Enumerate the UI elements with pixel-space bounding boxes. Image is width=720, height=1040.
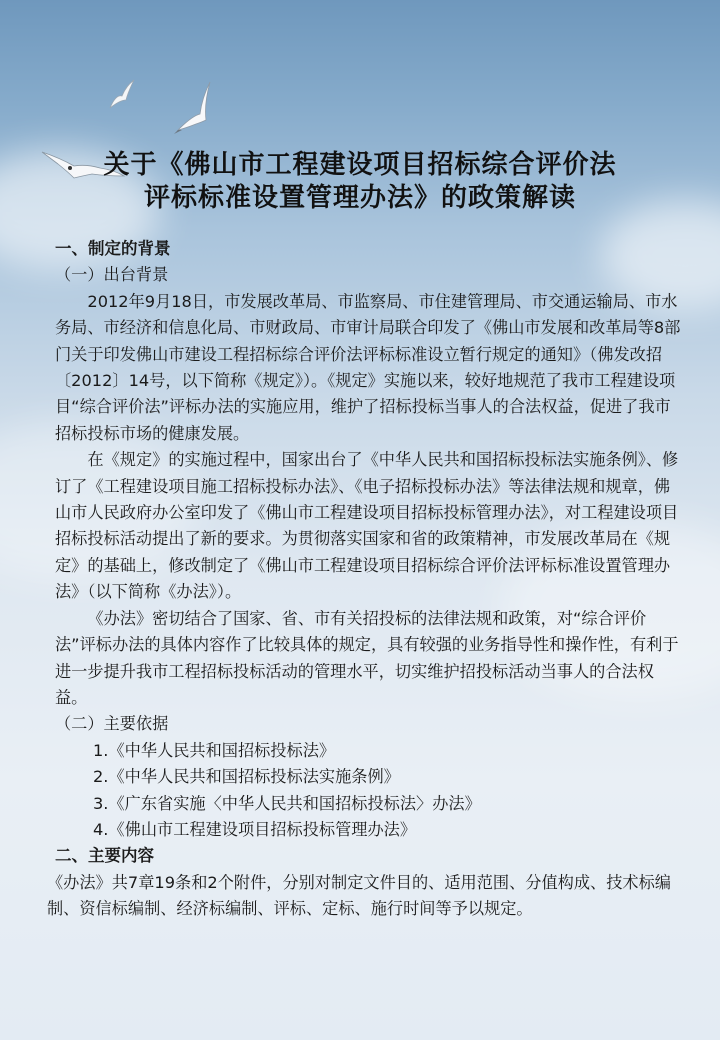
basis-list-item: 1.《中华人民共和国招标投标法》 bbox=[93, 740, 336, 760]
page-title-line1: 关于《佛山市工程建设项目招标综合评价法 bbox=[103, 150, 617, 180]
paragraph: 2012年9月18日，市发展改革局、市监察局、市住建管理局、市交通运输局、市水务局、市经济和信息化局、市财政局、市审计局联合印发了《佛山市发展和改革局等8部门关于印发佛山市建设工程招标综合评价法评标标准设立暂行规定的通知》（佛发改招〔2012〕14号，以下简称《规定》）。《规定》实施以来，较好地规范了我市工程建设项目“综合评价法”评标办法的实施应用，维护了招标投标当事人的合法权益，促进了我市招标投标市场的健康发展。 bbox=[55, 291, 681, 443]
section-heading-background: 一、制定的背景 bbox=[55, 239, 171, 258]
seagull-icon bbox=[172, 80, 216, 136]
paragraph: 《办法》密切结合了国家、省、市有关招投标的法律法规和政策，对“综合评价法”评标办法的具体内容作了比较具体的规定，具有较强的业务指导性和操作性，有利于进一步提升我市工程招标投标活动的管理水平，切实维护招投标活动当事人的合法权益。 bbox=[55, 608, 679, 707]
document-body bbox=[47, 236, 685, 923]
subheading-background: （一）出台背景 bbox=[55, 265, 169, 285]
basis-list-item: 4.《佛山市工程建设项目招标投标管理办法》 bbox=[93, 819, 417, 839]
paragraph: 在《规定》的实施过程中，国家出台了《中华人民共和国招标投标法实施条例》、修订了《工程建设项目施工招标投标办法》、《电子招标投标办法》等法律法规和规章，佛山市人民政府办公室印发了《佛山市工程建设项目招标投标管理办法》，对工程建设项目招标投标活动提出了新的要求。为贯彻落实国家和省的政策精神，市发展改革局在《规定》的基础上，修改制定了《佛山市工程建设项目招标综合评价法评标标准设置管理办法》（以下简称《办法》）。 bbox=[55, 450, 679, 602]
paragraph: 《办法》共7章19条和2个附件，分别对制定文件目的、适用范围、分值构成、技术标编制、资信标编制、经济标编制、评标、定标、施行时间等予以规定。 bbox=[47, 872, 671, 919]
subheading-basis: （二）主要依据 bbox=[55, 714, 169, 734]
seagull-icon bbox=[108, 78, 136, 112]
basis-list-item: 2.《中华人民共和国招标投标法实施条例》 bbox=[93, 767, 400, 787]
basis-list-item: 3.《广东省实施〈中华人民共和国招标投标法〉办法》 bbox=[93, 793, 481, 813]
page-title-line2: 评标标准设置管理办法》的政策解读 bbox=[143, 183, 576, 213]
section-heading-content: 二、主要内容 bbox=[55, 846, 154, 866]
